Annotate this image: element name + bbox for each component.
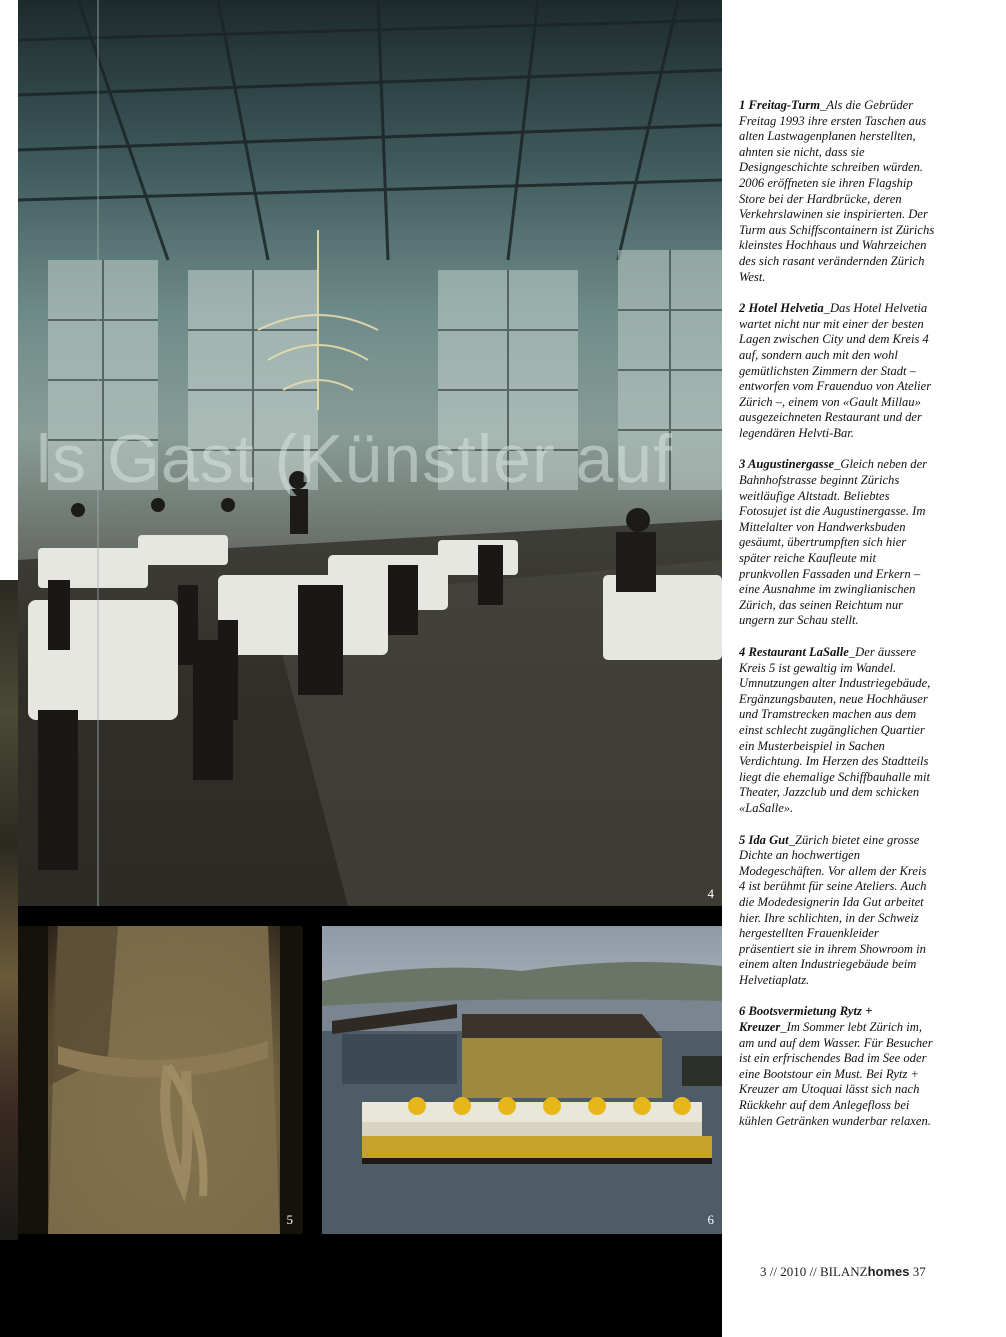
caption-column (739, 98, 935, 1145)
page-number: 37 (912, 1264, 926, 1279)
caption-title: 3 Augustinergasse (739, 457, 835, 472)
caption-item: 3 Augustinergasse_Gleich neben der Bahnhofstrasse beginnt Zürichs weitläufige Altstadt. Beliebtes Fotosujet ist die Augustinergasse. Im Mittelalter von Handwerksbuden gesäumt, übertrumpften sich hier später reiche Kaufleute mit prunkvollen Fassaden und Erkern – eine Ausnahme im zwinglianischen Zürich, das seinen Reichtum nur ungern zur Schau stellt. (739, 457, 928, 628)
page-footer (760, 1264, 926, 1280)
photo-number: 5 (286, 1212, 293, 1227)
caption-item: 6 Bootsvermietung Rytz + Kreuzer_Im Sommer lebt Zürich im, am und auf dem Wasser. Für Besucher ist ein erfrischendes Bad im See oder eine Bootstour ein Must. Bei Rytz + Kreuzer am Utoquai lässt sich nach Rückkehr auf dem Anlegefloss bei kühlen Getränken wunderbar relaxen. (739, 1004, 933, 1128)
adjacent-page-strip (0, 580, 18, 1240)
photo-restaurant-lasalle (18, 0, 722, 906)
footer-issue: 3 // 2010 // BILANZ (760, 1264, 868, 1279)
caption-text: Der äussere Kreis 5 ist gewaltig im Wandel. Umnutzungen alter Industriegebäude, Ergänzungsbauten, neue Hochhäuser und Tramstrecken machen aus dem einst schlecht zugänglichen Quartier ein Musterbeispiel in Sachen Verdichtung. Im Herzen des Stadtteils liegt die ehemalige Schiffbauhalle mit Theater, Jazzclub und dem schicken «LaSalle». (739, 645, 931, 815)
footer-brand: homes (867, 1264, 910, 1279)
glass-lettering: ls Gast (Künstler auf (36, 421, 674, 497)
caption-text: Das Hotel Helvetia wartet nicht nur mit einer der besten Lagen zwischen City und dem Kreis 4 auf, sondern auch mit den wohl gemütlichsten Zimmern der Stadt – entworfen vom Frauenduo von Atelier Zürich –, einem von «Gault Millau» ausgezeichneten Restaurant und der legendären Helvti-Bar. (739, 301, 932, 440)
photo-number: 4 (707, 886, 714, 901)
caption-text: Gleich neben der Bahnhofstrasse beginnt Zürichs weitläufige Altstadt. Beliebtes Fotosujet ist die Augustinergasse. Im Mittelalter von Handwerksbuden gesäumt, übertrumpften sich hier später reiche Kaufleute mit prunkvollen Fassaden und Erkern – eine Ausnahme im zwinglianischen Zürich, das seinen Reichtum nur ungern zur Schau stellt. (739, 457, 928, 628)
photo-boat-rental (322, 926, 722, 1234)
page-margin (0, 0, 18, 580)
caption-title: 4 Restaurant LaSalle (739, 645, 849, 659)
caption-item: 1 Freitag-Turm_Als die Gebrüder Freitag 1993 ihre ersten Taschen aus alten Lastwagenplanen herstellten, ahnten sie nicht, dass sie Designgeschichte schreiben würden. 2006 eröffneten sie ihren Flagship Store bei der Hardbrücke, deren Verkehrslawinen sie inspirierten. Der Turm aus Schiffscontainern ist Zürichs kleinstes Hochhaus und Wahrzeichen des sich rasant verändernden Zürich West. (739, 98, 935, 284)
caption-title: 2 Hotel Helvetia (739, 301, 824, 316)
caption-title: 6 Bootsvermietung Rytz + Kreuzer (739, 1004, 873, 1035)
caption-title: 5 Ida Gut (739, 832, 789, 847)
lake-illustration (322, 926, 722, 1234)
photo-number: 6 (707, 1212, 714, 1227)
caption-text: Zürich bietet eine grosse Dichte an hochwertigen Modegeschäften. Vor allem der Kreis 4 ist berühmt für seine Ateliers. Auch die Modedesignerin Ida Gut arbeitet hier. Ihre schlichten, in der Schweiz hergestellten Frauenkleider präsentiert sie in ihrem Showroom in einem alten Industriegebäude beim Helvetiaplatz. (739, 832, 927, 987)
caption-title: 1 Freitag-Turm (739, 98, 821, 112)
dress-illustration (18, 926, 303, 1234)
caption-item: 5 Ida Gut_Zürich bietet eine grosse Dichte an hochwertigen Modegeschäften. Vor allem der Kreis 4 ist berühmt für seine Ateliers. Auch die Modedesignerin Ida Gut arbeitet hier. Ihre schlichten, in der Schweiz hergestellten Frauenkleider präsentiert sie in ihrem Showroom in einem alten Industriegebäude beim Helvetiaplatz. (739, 832, 927, 987)
caption-text: Als die Gebrüder Freitag 1993 ihre ersten Taschen aus alten Lastwagenplanen herstellten, ahnten sie nicht, dass sie Designgeschichte schreiben würden. 2006 eröffneten sie ihren Flagship Store bei der Hardbrücke, deren Verkehrslawinen sie inspirierten. Der Turm aus Schiffscontainern ist Zürichs kleinstes Hochhaus und Wahrzeichen des sich rasant verändernden Zürich West. (739, 98, 935, 284)
caption-item: 2 Hotel Helvetia_Das Hotel Helvetia wartet nicht nur mit einer der besten Lagen zwischen City und dem Kreis 4 auf, sondern auch mit den wohl gemütlichsten Zimmern der Stadt – entworfen vom Frauenduo von Atelier Zürich –, einem von «Gault Millau» ausgezeichneten Restaurant und der legendären Helvti-Bar. (739, 301, 932, 440)
caption-item: 4 Restaurant LaSalle_Der äussere Kreis 5 ist gewaltig im Wandel. Umnutzungen alter Industriegebäude, Ergänzungsbauten, neue Hochhäuser und Tramstrecken machen aus dem einst schlecht zugänglichen Quartier ein Musterbeispiel in Sachen Verdichtung. Im Herzen des Stadtteils liegt die ehemalige Schiffbauhalle mit Theater, Jazzclub und dem schicken «LaSalle». (739, 645, 931, 815)
photo-ida-gut-dress (18, 926, 303, 1234)
caption-text: Im Sommer lebt Zürich im, am und auf dem Wasser. Für Besucher ist ein erfrischendes Bad im See oder eine Bootstour ein Must. Bei Rytz + Kreuzer am Utoquai lässt sich nach Rückkehr auf dem Anlegefloss bei kühlen Getränken wunderbar relaxen. (739, 1020, 933, 1128)
